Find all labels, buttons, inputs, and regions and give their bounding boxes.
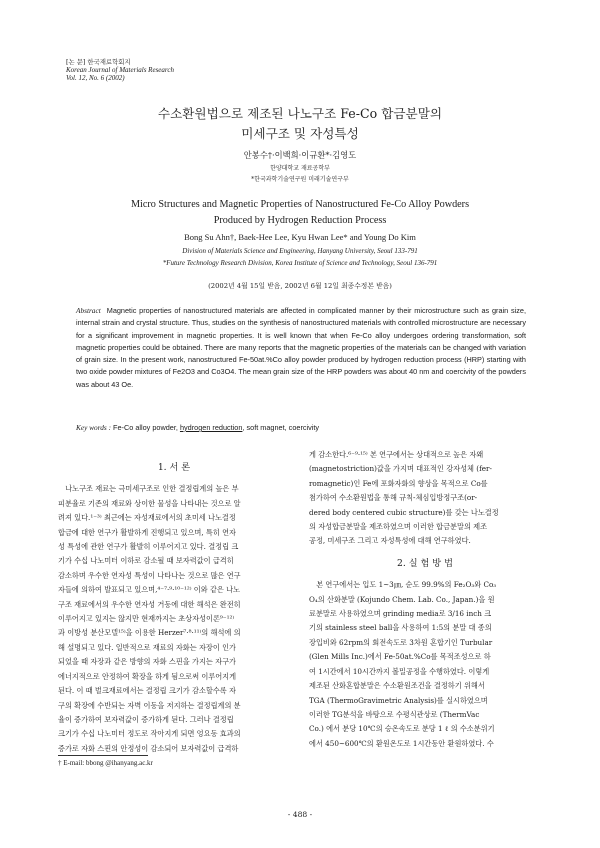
- text-line: 게 감소한다.⁶⁻⁹·¹⁵⁾ 본 연구에서는 상대적으로 높은 자왜: [309, 450, 484, 459]
- text-line: 의 자성합금분말을 제조하였으며 이러한 합금분말의 제조: [309, 522, 488, 532]
- section-1-heading: 1. 서 론: [157, 462, 191, 473]
- text-line: 구의 확장에 수반되는 자벽 이동을 저지하는 결정립계의 분: [58, 700, 241, 710]
- keywords-before: Fe-Co alloy powder,: [111, 423, 180, 432]
- abstract-label: Abstract: [76, 306, 101, 315]
- keyword-hydrogen-reduction: hydrogen reduction: [179, 423, 243, 432]
- text-line: 증가로 자화 스핀의 안정성이 감소되어 보자력값이 급격하: [58, 743, 239, 753]
- title-korean-line2: 미세구조 및 자성특성: [241, 126, 359, 141]
- text-line: (magnetostriction)값을 가지며 대표적인 강자성체 (fer-: [309, 464, 492, 474]
- journal-header-ko: [논 문] 한국재료학회지: [66, 58, 131, 66]
- text-line: 이러한 TG분석을 바탕으로 수평식관상로 (ThermVac: [309, 709, 480, 719]
- journal-header-en: Korean Journal of Materials Research: [66, 66, 174, 75]
- title-english: [0, 197, 600, 228]
- text-line: 구조 재료에서의 우수한 연자성 거동에 대한 해석은 완전히: [58, 599, 241, 609]
- section-2-heading: 2. 실 험 방 법: [397, 557, 453, 569]
- text-line: 성 특성에 관한 연구가 활발히 이루어지고 있다. 결정립 크: [58, 542, 239, 552]
- authors-english: Bong Su Ahn†, Baek-Hee Lee, Kyu Hwan Lee* and Young Do Kim: [184, 232, 416, 242]
- affiliation-english-2: *Future Technology Research Division, Korea Institute of Science and Technology, Seoul 136-791: [162, 258, 438, 267]
- text-line: Co.) 에서 분당 10℃의 승온속도로 분당 1 ℓ 의 수소분위기: [309, 724, 495, 734]
- text-line: 려져 있다.¹⁻³⁾ 최근에는 자성재료에서의 초미세 나노결정: [58, 513, 236, 523]
- footnote-rule: [58, 755, 148, 756]
- section-1-body: [58, 482, 290, 756]
- affiliation-korean-2: *한국과학기술연구원 미래기술연구부: [251, 176, 349, 183]
- footnote-email: † E-mail: bbong @ihanyang.ac.kr: [58, 759, 153, 767]
- text-line: 기의 stainless steel ball을 사용하여 1:5의 분말 대 종의: [309, 623, 492, 633]
- title-korean-line1: 수소환원법으로 제조된 나노구조 Fe-Co 합금분말의: [157, 106, 443, 121]
- text-line: 감소하며 우수한 연자성 특성이 나타나는 것으로 많은 연구: [58, 570, 241, 580]
- text-line: 공정, 미세구조 그리고 자성특성에 대해 연구하였다.: [309, 536, 471, 546]
- section-2-body: [309, 578, 541, 751]
- title-english-line1: Micro Structures and Magnetic Properties of Nanostructured Fe-Co Alloy Powders: [130, 199, 470, 210]
- section-1-continued: [309, 448, 541, 549]
- text-line: 된다. 이 때 벌크재료에서는 결정립 크기가 감소할수록 자: [58, 686, 236, 696]
- text-line: romagnetic)인 Fe에 포화자화의 향상을 목적으로 Co를: [309, 478, 488, 488]
- received-dates: (2002년 4월 15일 받음, 2002년 6월 12일 최종수정본 받음): [208, 282, 392, 290]
- title-english-line2: Produced by Hydrogen Reduction Process: [213, 214, 387, 226]
- text-line: 피분율로 기존의 재료와 상이한 물성을 나타내는 것으로 알: [58, 498, 241, 508]
- page-number: - 488 -: [287, 810, 313, 819]
- right-column: [309, 448, 541, 751]
- text-line: 나노구조 재료는 극미세구조로 인한 결정립계의 높은 부: [65, 484, 239, 494]
- text-line: 되었을 때 자장과 같은 방향의 자화 스핀을 가지는 자구가: [58, 657, 236, 667]
- text-line: 율이 증가하여 보자력값이 증가하게 된다. 그러나 결정립: [58, 714, 234, 724]
- text-line: 본 연구에서는 입도 1~3㎛, 순도 99.9%의 Fe₂O₃와 Co₃: [316, 580, 497, 590]
- journal-header: [66, 58, 174, 83]
- abstract: [76, 305, 526, 391]
- keywords-label: Key words :: [76, 423, 111, 432]
- text-line: 에서 450~600℃의 환원온도로 1시간동안 환원하였다. 수: [309, 738, 494, 748]
- affiliation-english-1: Division of Materials Science and Engineering, Hanyang University, Seoul 133-791: [182, 247, 418, 255]
- authors-korean: 안봉수†·이백희·이규환*·김영도: [243, 150, 357, 160]
- text-line: 크기가 수십 나노미터 정도로 작아지게 되면 엉요동 효과의: [58, 729, 241, 739]
- affiliations-korean: [0, 163, 600, 185]
- journal-volume: Vol. 12, No. 6 (2002): [66, 74, 125, 83]
- text-line: 해 설명되고 있다. 일반적으로 재료의 자화는 자장이 인가: [58, 642, 236, 652]
- text-line: 과 이방성 분산모델¹⁵⁾을 이용한 Herzer⁷·⁸·¹¹⁾의 해석에 의: [58, 628, 241, 638]
- text-line: 기가 수십 나노미터 이하로 감소될 때 보자력값이 급격히: [58, 556, 234, 566]
- text-line: O₄의 산화분말 (Kojundo Chem. Lab. Co., Japan.)을 원: [309, 594, 495, 604]
- text-line: 자들에 의하여 발표되고 있으며,⁴⁻⁷·⁹·¹⁰⁻¹²⁾ 이와 같은 나노: [58, 585, 241, 595]
- text-line: (Glen Mills Inc.)에서 Fe-50at.%Co를 목적조성으로 하: [309, 652, 491, 662]
- text-line: 제조된 산화혼합분말은 수소환원조건을 결정하기 위해서: [309, 681, 485, 691]
- text-line: 이루어지고 있지는 않지만 현재까지는 초상자성이론⁹⁻¹²⁾: [58, 614, 235, 624]
- keywords: [76, 423, 526, 432]
- text-line: 여 1시간에서 10시간까지 볼밀공정을 수행하였다. 이렇게: [309, 666, 490, 676]
- keywords-after: , soft magnet, coercivity: [242, 423, 320, 432]
- title-korean: [0, 104, 600, 144]
- text-line: 장입비와 62rpm의 회전속도로 3차원 혼합기인 Turbular: [309, 637, 493, 647]
- abstract-text: Magnetic properties of nanostructured materials are affected in complicated manner by their microstructure such as grain size, internal strain and crystal structure. Thus, studies on the synthesis of nanostructured materials with controlled microstructure are necessary for a significant improvement in magnetic properties. It is well known that when Fe-Co alloy undergoes ordering transformation, soft magnetic properties could be obtained. There are many reports that the magnetic properties of the materials can be changed with variation of grain size. In the present work, nanostructured Fe-50at.%Co alloy powder produced by hydrogen reduction process (HRP) starting with two oxide powder mixtures of Fe2O3 and Co3O4. The mean grain size of the HRP powders was about 40 nm and coercivity of the powders was about 43 Oe.: [76, 306, 526, 389]
- text-line: TGA (ThermoGravimetric Analysis)를 실시하였으며: [309, 695, 488, 705]
- affiliations-english: [0, 246, 600, 269]
- text-line: dered body centered cubic structure)를 갖는 나노결정: [309, 507, 499, 517]
- text-line: 료분말로 사용하였으며 grinding media로 3/16 inch 크: [309, 609, 492, 619]
- affiliation-korean-1: 한양대학교 재료공학부: [270, 165, 330, 172]
- left-column: [58, 457, 290, 756]
- text-line: 합금에 대한 연구가 활발하게 진행되고 있으며, 특히 연자: [58, 527, 236, 537]
- text-line: 에너지적으로 안정하여 확장을 하게 됨으로써 이루어지게: [58, 671, 237, 681]
- text-line: 첨가하여 수소환원법을 통해 규칙-체심입방정구조(or-: [309, 493, 478, 503]
